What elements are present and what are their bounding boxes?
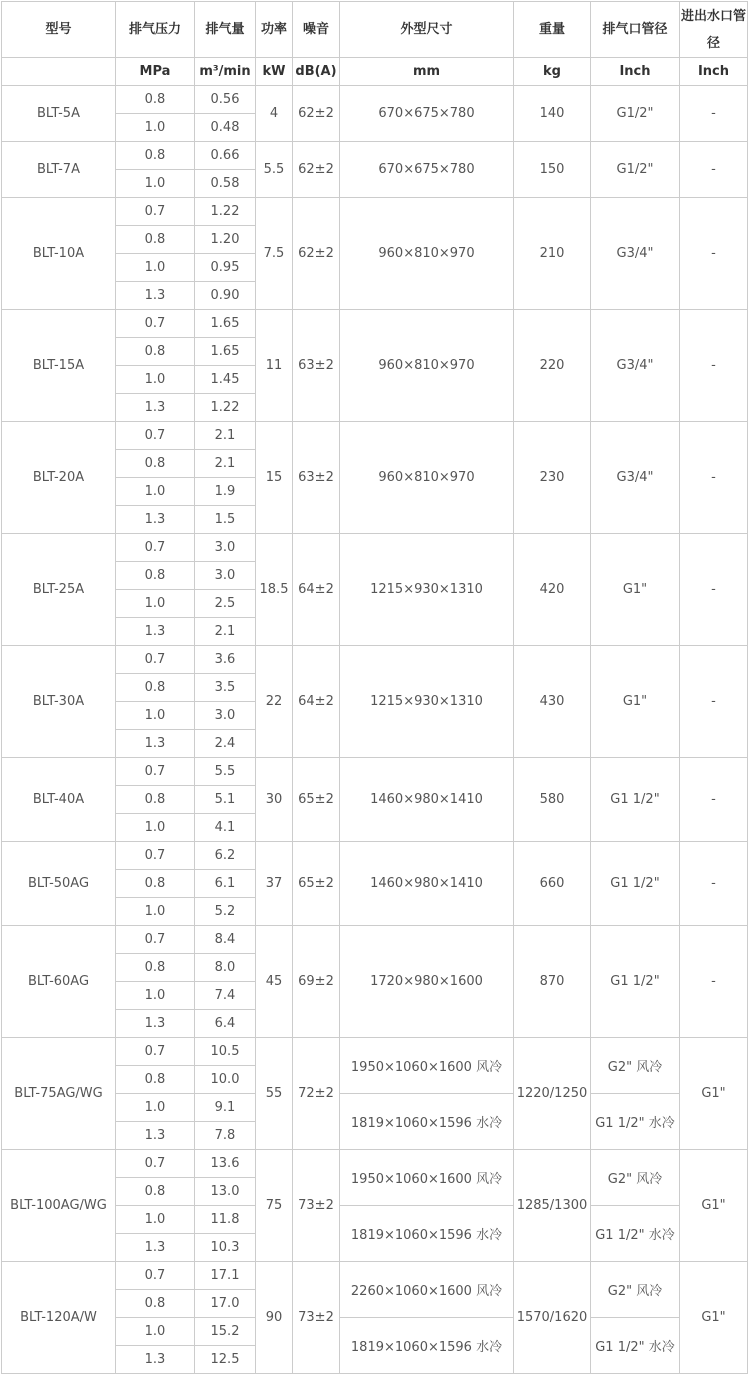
flow-cell: 1.9: [195, 478, 256, 506]
weight-cell: 870: [514, 926, 591, 1038]
dimensions-cell: 1950×1060×1600 风冷: [340, 1038, 514, 1094]
unit-power: kW: [256, 58, 293, 86]
pressure-cell: 1.3: [116, 282, 195, 310]
water-cell: -: [680, 142, 748, 198]
header-weight: 重量: [514, 2, 591, 58]
model-cell: BLT-10A: [2, 198, 116, 310]
spec-table: [1, 1, 748, 1374]
model-cell: BLT-15A: [2, 310, 116, 422]
weight-cell: 210: [514, 198, 591, 310]
flow-cell: 3.6: [195, 646, 256, 674]
table-row: [2, 142, 748, 170]
flow-cell: 6.1: [195, 870, 256, 898]
pressure-cell: 0.7: [116, 758, 195, 786]
dimensions-cell: 1819×1060×1596 水冷: [340, 1318, 514, 1374]
power-cell: 5.5: [256, 142, 293, 198]
weight-cell: 150: [514, 142, 591, 198]
power-cell: 11: [256, 310, 293, 422]
dimensions-cell: 960×810×970: [340, 198, 514, 310]
header-pressure: 排气压力: [116, 2, 195, 58]
outlet-cell: G1 1/2" 水冷: [591, 1206, 680, 1262]
water-cell: -: [680, 310, 748, 422]
dimensions-cell: 2260×1060×1600 风冷: [340, 1262, 514, 1318]
pressure-cell: 1.0: [116, 590, 195, 618]
flow-cell: 5.1: [195, 786, 256, 814]
flow-cell: 3.0: [195, 534, 256, 562]
pressure-cell: 1.3: [116, 618, 195, 646]
unit-noise: dB(A): [293, 58, 340, 86]
pressure-cell: 1.0: [116, 366, 195, 394]
pressure-cell: 1.0: [116, 1318, 195, 1346]
pressure-cell: 0.7: [116, 926, 195, 954]
table-row: [2, 842, 748, 870]
flow-cell: 2.4: [195, 730, 256, 758]
pressure-cell: 1.0: [116, 814, 195, 842]
pressure-cell: 0.8: [116, 870, 195, 898]
power-cell: 75: [256, 1150, 293, 1262]
noise-cell: 63±2: [293, 310, 340, 422]
water-cell: -: [680, 534, 748, 646]
outlet-cell: G1 1/2" 水冷: [591, 1094, 680, 1150]
outlet-cell: G1": [591, 534, 680, 646]
dimensions-cell: 670×675×780: [340, 142, 514, 198]
model-cell: BLT-30A: [2, 646, 116, 758]
outlet-cell: G2" 风冷: [591, 1150, 680, 1206]
pressure-cell: 0.7: [116, 422, 195, 450]
pressure-cell: 1.0: [116, 170, 195, 198]
dimensions-cell: 670×675×780: [340, 86, 514, 142]
pressure-cell: 0.8: [116, 674, 195, 702]
flow-cell: 1.22: [195, 394, 256, 422]
model-cell: BLT-20A: [2, 422, 116, 534]
table-row: [2, 758, 748, 786]
header-outlet: 排气口管径: [591, 2, 680, 58]
flow-cell: 0.66: [195, 142, 256, 170]
pressure-cell: 0.7: [116, 1038, 195, 1066]
flow-cell: 1.22: [195, 198, 256, 226]
pressure-cell: 0.8: [116, 86, 195, 114]
pressure-cell: 1.0: [116, 1206, 195, 1234]
flow-cell: 4.1: [195, 814, 256, 842]
flow-cell: 10.0: [195, 1066, 256, 1094]
flow-cell: 17.0: [195, 1290, 256, 1318]
flow-cell: 0.56: [195, 86, 256, 114]
pressure-cell: 0.7: [116, 1262, 195, 1290]
pressure-cell: 0.7: [116, 1150, 195, 1178]
unit-weight: kg: [514, 58, 591, 86]
table-row: [2, 1150, 748, 1178]
outlet-cell: G1/2": [591, 142, 680, 198]
table-row: [2, 534, 748, 562]
table-header: [2, 2, 748, 86]
pressure-cell: 0.8: [116, 1178, 195, 1206]
flow-cell: 5.2: [195, 898, 256, 926]
outlet-cell: G3/4": [591, 198, 680, 310]
flow-cell: 7.4: [195, 982, 256, 1010]
flow-cell: 2.5: [195, 590, 256, 618]
dimensions-cell: 1460×980×1410: [340, 758, 514, 842]
model-cell: BLT-25A: [2, 534, 116, 646]
flow-cell: 1.65: [195, 338, 256, 366]
pressure-cell: 0.7: [116, 842, 195, 870]
water-cell: -: [680, 758, 748, 842]
flow-cell: 6.4: [195, 1010, 256, 1038]
pressure-cell: 0.7: [116, 646, 195, 674]
dimensions-cell: 1819×1060×1596 水冷: [340, 1206, 514, 1262]
table-row: [2, 198, 748, 226]
pressure-cell: 0.8: [116, 954, 195, 982]
flow-cell: 15.2: [195, 1318, 256, 1346]
noise-cell: 63±2: [293, 422, 340, 534]
flow-cell: 7.8: [195, 1122, 256, 1150]
outlet-cell: G1/2": [591, 86, 680, 142]
unit-pressure: MPa: [116, 58, 195, 86]
model-cell: BLT-120A/W: [2, 1262, 116, 1374]
flow-cell: 1.45: [195, 366, 256, 394]
noise-cell: 62±2: [293, 142, 340, 198]
weight-cell: 140: [514, 86, 591, 142]
pressure-cell: 0.8: [116, 1290, 195, 1318]
unit-model-blank: [2, 58, 116, 86]
water-cell: -: [680, 646, 748, 758]
model-cell: BLT-7A: [2, 142, 116, 198]
outlet-cell: G2" 风冷: [591, 1038, 680, 1094]
flow-cell: 12.5: [195, 1346, 256, 1374]
water-cell: -: [680, 842, 748, 926]
flow-cell: 2.1: [195, 450, 256, 478]
noise-cell: 64±2: [293, 646, 340, 758]
header-flow: 排气量: [195, 2, 256, 58]
noise-cell: 62±2: [293, 86, 340, 142]
flow-cell: 1.5: [195, 506, 256, 534]
header-model: 型号: [2, 2, 116, 58]
outlet-cell: G1 1/2": [591, 926, 680, 1038]
outlet-cell: G2" 风冷: [591, 1262, 680, 1318]
header-dimensions: 外型尺寸: [340, 2, 514, 58]
pressure-cell: 1.0: [116, 702, 195, 730]
power-cell: 90: [256, 1262, 293, 1374]
pressure-cell: 1.0: [116, 898, 195, 926]
table-row: [2, 926, 748, 954]
outlet-cell: G1 1/2": [591, 842, 680, 926]
flow-cell: 13.0: [195, 1178, 256, 1206]
pressure-cell: 0.8: [116, 450, 195, 478]
water-cell: G1": [680, 1262, 748, 1374]
outlet-cell: G1 1/2": [591, 758, 680, 842]
pressure-cell: 0.7: [116, 534, 195, 562]
pressure-cell: 1.3: [116, 1234, 195, 1262]
flow-cell: 10.5: [195, 1038, 256, 1066]
pressure-cell: 0.8: [116, 338, 195, 366]
flow-cell: 0.58: [195, 170, 256, 198]
water-cell: -: [680, 926, 748, 1038]
table-row: [2, 422, 748, 450]
flow-cell: 5.5: [195, 758, 256, 786]
dimensions-cell: 1720×980×1600: [340, 926, 514, 1038]
weight-cell: 1570/1620: [514, 1262, 591, 1374]
power-cell: 18.5: [256, 534, 293, 646]
dimensions-cell: 1215×930×1310: [340, 646, 514, 758]
outlet-cell: G1": [591, 646, 680, 758]
dimensions-cell: 1819×1060×1596 水冷: [340, 1094, 514, 1150]
dimensions-cell: 1460×980×1410: [340, 842, 514, 926]
weight-cell: 230: [514, 422, 591, 534]
unit-dimensions: mm: [340, 58, 514, 86]
pressure-cell: 0.8: [116, 1066, 195, 1094]
flow-cell: 2.1: [195, 618, 256, 646]
model-cell: BLT-5A: [2, 86, 116, 142]
unit-flow: m³/min: [195, 58, 256, 86]
model-cell: BLT-40A: [2, 758, 116, 842]
power-cell: 22: [256, 646, 293, 758]
flow-cell: 3.0: [195, 702, 256, 730]
table-row: [2, 310, 748, 338]
flow-cell: 11.8: [195, 1206, 256, 1234]
pressure-cell: 1.0: [116, 982, 195, 1010]
flow-cell: 13.6: [195, 1150, 256, 1178]
flow-cell: 17.1: [195, 1262, 256, 1290]
pressure-cell: 1.3: [116, 1010, 195, 1038]
unit-outlet: Inch: [591, 58, 680, 86]
outlet-cell: G3/4": [591, 310, 680, 422]
flow-cell: 8.0: [195, 954, 256, 982]
power-cell: 45: [256, 926, 293, 1038]
pressure-cell: 1.0: [116, 114, 195, 142]
flow-cell: 1.65: [195, 310, 256, 338]
noise-cell: 62±2: [293, 198, 340, 310]
weight-cell: 220: [514, 310, 591, 422]
pressure-cell: 1.3: [116, 506, 195, 534]
table-row: [2, 86, 748, 114]
flow-cell: 6.2: [195, 842, 256, 870]
pressure-cell: 1.3: [116, 1346, 195, 1374]
water-cell: -: [680, 422, 748, 534]
pressure-cell: 1.0: [116, 1094, 195, 1122]
power-cell: 55: [256, 1038, 293, 1150]
weight-cell: 1220/1250: [514, 1038, 591, 1150]
dimensions-cell: 960×810×970: [340, 422, 514, 534]
water-cell: G1": [680, 1150, 748, 1262]
dimensions-cell: 960×810×970: [340, 310, 514, 422]
pressure-cell: 0.7: [116, 198, 195, 226]
noise-cell: 73±2: [293, 1262, 340, 1374]
noise-cell: 69±2: [293, 926, 340, 1038]
table-body: [2, 86, 748, 1374]
flow-cell: 1.20: [195, 226, 256, 254]
pressure-cell: 0.8: [116, 142, 195, 170]
water-cell: G1": [680, 1038, 748, 1150]
water-cell: -: [680, 198, 748, 310]
power-cell: 7.5: [256, 198, 293, 310]
flow-cell: 2.1: [195, 422, 256, 450]
flow-cell: 0.48: [195, 114, 256, 142]
flow-cell: 0.95: [195, 254, 256, 282]
flow-cell: 0.90: [195, 282, 256, 310]
noise-cell: 65±2: [293, 842, 340, 926]
power-cell: 37: [256, 842, 293, 926]
table-row: [2, 1038, 748, 1066]
weight-cell: 580: [514, 758, 591, 842]
weight-cell: 430: [514, 646, 591, 758]
header-power: 功率: [256, 2, 293, 58]
flow-cell: 8.4: [195, 926, 256, 954]
model-cell: BLT-60AG: [2, 926, 116, 1038]
pressure-cell: 0.7: [116, 310, 195, 338]
header-water: 进出水口管径: [680, 2, 748, 58]
model-cell: BLT-50AG: [2, 842, 116, 926]
dimensions-cell: 1215×930×1310: [340, 534, 514, 646]
power-cell: 4: [256, 86, 293, 142]
model-cell: BLT-75AG/WG: [2, 1038, 116, 1150]
power-cell: 30: [256, 758, 293, 842]
flow-cell: 3.0: [195, 562, 256, 590]
flow-cell: 9.1: [195, 1094, 256, 1122]
header-noise: 噪音: [293, 2, 340, 58]
outlet-cell: G1 1/2" 水冷: [591, 1318, 680, 1374]
weight-cell: 660: [514, 842, 591, 926]
pressure-cell: 1.3: [116, 394, 195, 422]
power-cell: 15: [256, 422, 293, 534]
dimensions-cell: 1950×1060×1600 风冷: [340, 1150, 514, 1206]
flow-cell: 10.3: [195, 1234, 256, 1262]
model-cell: BLT-100AG/WG: [2, 1150, 116, 1262]
pressure-cell: 1.3: [116, 730, 195, 758]
flow-cell: 3.5: [195, 674, 256, 702]
weight-cell: 420: [514, 534, 591, 646]
noise-cell: 64±2: [293, 534, 340, 646]
noise-cell: 65±2: [293, 758, 340, 842]
pressure-cell: 0.8: [116, 562, 195, 590]
pressure-cell: 0.8: [116, 786, 195, 814]
noise-cell: 73±2: [293, 1150, 340, 1262]
table-row: [2, 646, 748, 674]
weight-cell: 1285/1300: [514, 1150, 591, 1262]
pressure-cell: 0.8: [116, 226, 195, 254]
table-row: [2, 1262, 748, 1290]
outlet-cell: G3/4": [591, 422, 680, 534]
pressure-cell: 1.3: [116, 1122, 195, 1150]
unit-water: Inch: [680, 58, 748, 86]
pressure-cell: 1.0: [116, 254, 195, 282]
water-cell: -: [680, 86, 748, 142]
pressure-cell: 1.0: [116, 478, 195, 506]
noise-cell: 72±2: [293, 1038, 340, 1150]
